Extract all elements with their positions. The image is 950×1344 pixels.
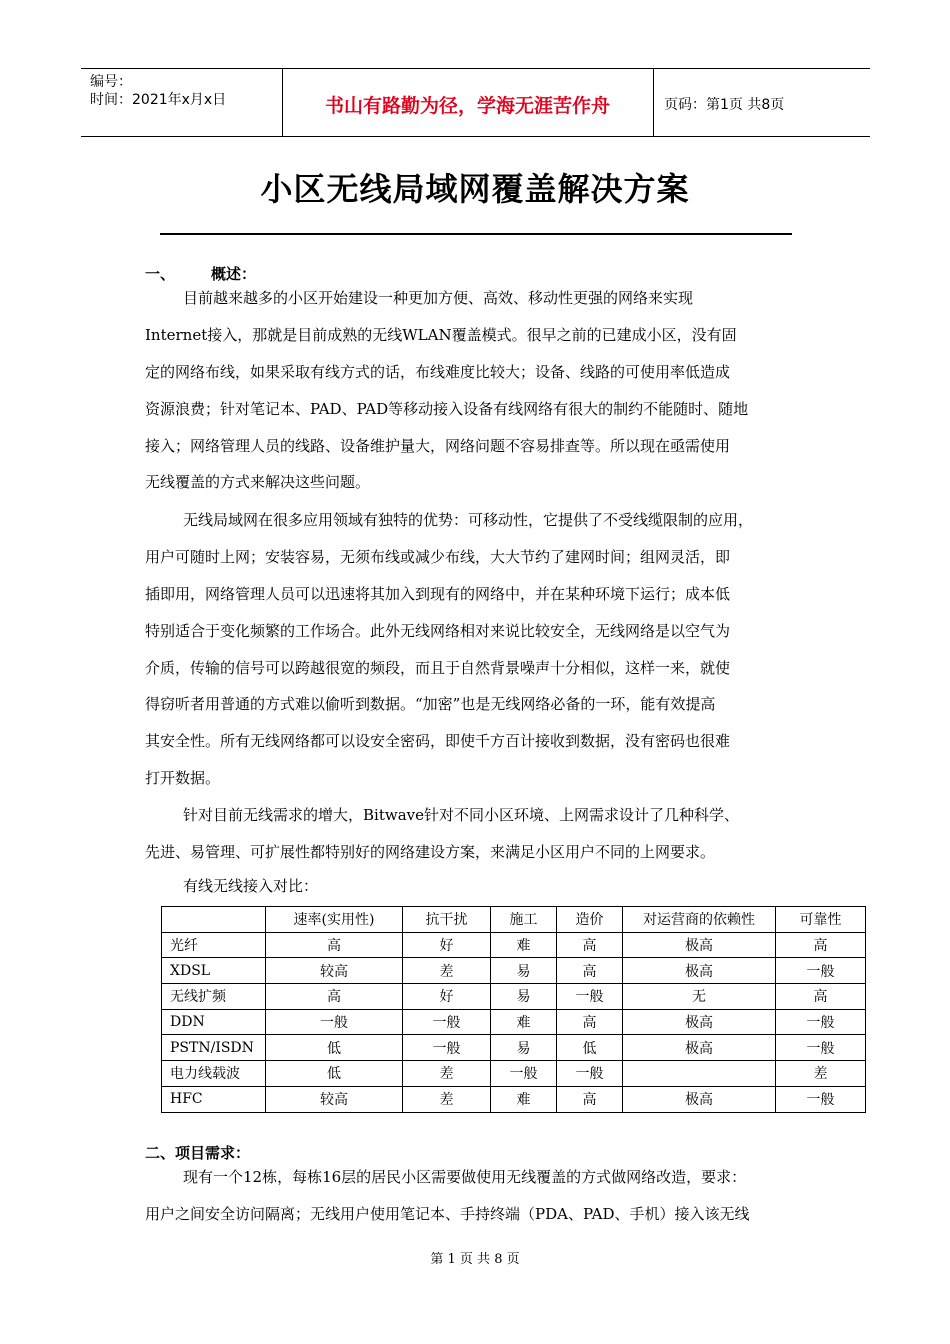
table-cell: 低: [266, 1061, 403, 1087]
table-cell: 高: [557, 932, 623, 958]
title-underline: [160, 233, 792, 235]
text-line: 资源浪费；针对笔记本、PAD、PAD等移动接入设备有线网络有很大的制约不能随时、随地: [145, 399, 749, 418]
table-cell: 高: [266, 932, 403, 958]
table-header-row: [162, 907, 866, 933]
table-cell: 一般: [266, 1009, 403, 1035]
header-meta: [90, 73, 226, 109]
table-header-cell: 对运营商的依赖性: [623, 907, 776, 933]
table-cell: 差: [776, 1061, 866, 1087]
paragraph-overview-2: [145, 502, 825, 797]
table-cell: 好: [403, 984, 491, 1010]
table-header-cell: 抗干扰: [403, 907, 491, 933]
table-cell: 无线扩频: [162, 984, 266, 1010]
table-cell: 较高: [266, 1086, 403, 1112]
table-cell: 难: [491, 1086, 557, 1112]
table-cell: 易: [491, 984, 557, 1010]
text-line: 目前越来越多的小区开始建设一种更加方便、高效、移动性更强的网络来实现: [183, 289, 694, 307]
table-row: [162, 1061, 866, 1087]
section-heading-requirements: 二、项目需求：: [145, 1144, 251, 1162]
page-footer: 第 1 页 共 8 页: [430, 1252, 520, 1267]
table-cell: 极高: [623, 1086, 776, 1112]
access-comparison-table: [161, 906, 866, 1113]
table-cell: [623, 1061, 776, 1087]
table-cell: XDSL: [162, 958, 266, 984]
table-header-cell: 速率(实用性): [266, 907, 403, 933]
table-row: [162, 1086, 866, 1112]
table-cell: 高: [776, 984, 866, 1010]
table-cell: 电力线载波: [162, 1061, 266, 1087]
table-cell: 一般: [776, 1086, 866, 1112]
section-title: 概述：: [211, 265, 257, 283]
table-cell: 光纤: [162, 932, 266, 958]
table-cell: 高: [266, 984, 403, 1010]
table-cell: 较高: [266, 958, 403, 984]
text-line: 针对目前无线需求的增大，Bitwave针对不同小区环境、上网需求设计了几种科学、: [183, 806, 739, 824]
table-row: [162, 984, 866, 1010]
text-line: 先进、易管理、可扩展性都特别好的网络建设方案，来满足小区用户不同的上网要求。: [145, 842, 716, 861]
text-line: 用户可随时上网；安装容易，无须布线或减少布线，大大节约了建网时间；组网灵活，即: [145, 547, 731, 566]
table-cell: HFC: [162, 1086, 266, 1112]
text-line: 插即用，网络管理人员可以迅速将其加入到现有的网络中，并在某种环境下运行；成本低: [145, 584, 731, 603]
header-motto: 书山有路勤为径，学海无涯苦作舟: [324, 95, 610, 117]
table-cell: 高: [776, 932, 866, 958]
text-line: 打开数据。: [145, 769, 221, 788]
table-cell: 一般: [491, 1061, 557, 1087]
table-cell: 一般: [776, 1009, 866, 1035]
header-number-label: 编号：: [90, 74, 132, 90]
table-cell: DDN: [162, 1009, 266, 1035]
table-cell: 极高: [623, 1009, 776, 1035]
header-page-info: 页码：第1页 共8页: [664, 97, 785, 113]
table-cell: 高: [557, 958, 623, 984]
paragraph-requirements: [145, 1159, 825, 1233]
table-cell: 差: [403, 1086, 491, 1112]
table-row: [162, 1009, 866, 1035]
table-header-cell: 可靠性: [776, 907, 866, 933]
table-row: [162, 932, 866, 958]
table-cell: 极高: [623, 932, 776, 958]
text-line: 其安全性。所有无线网络都可以设安全密码，即使千方百计接收到数据，没有密码也很难: [145, 732, 731, 751]
table-cell: 无: [623, 984, 776, 1010]
text-line: 特别适合于变化频繁的工作场合。此外无线网络相对来说比较安全，无线网络是以空气为: [145, 621, 731, 640]
text-line: 接入；网络管理人员的线路、设备维护量大，网络问题不容易排查等。所以现在亟需使用: [145, 436, 731, 455]
paragraph-overview-1: [145, 280, 825, 501]
text-line: 定的网络布线，如果采取有线方式的话，布线难度比较大；设备、线路的可使用率低造成: [145, 362, 731, 381]
table-cell: 好: [403, 932, 491, 958]
text-line: 现有一个12栋，每栋16层的居民小区需要做使用无线覆盖的方式做网络改造，要求：: [183, 1168, 747, 1186]
table-cell: 一般: [403, 1035, 491, 1061]
table-row: [162, 1035, 866, 1061]
header-divider: [653, 69, 654, 136]
text-line: Internet接入，那就是目前成熟的无线WLAN覆盖模式。很早之前的已建成小区，没有固: [145, 325, 737, 344]
table-row: [162, 958, 866, 984]
table-header-cell: [162, 907, 266, 933]
page-header: [81, 68, 870, 137]
text-line: 介质，传输的信号可以跨越很宽的频段，而且于自然背景噪声十分相似，这样一来，就使: [145, 658, 731, 677]
table-header-cell: 施工: [491, 907, 557, 933]
table-header-cell: 造价: [557, 907, 623, 933]
document-title: 小区无线局域网覆盖解决方案: [260, 170, 690, 208]
header-time-label: 时间：2021年x月x日: [90, 92, 227, 108]
text-line: 用户之间安全访问隔离；无线用户使用笔记本、手持终端（PDA、PAD、手机）接入该无线: [145, 1204, 750, 1223]
paragraph-overview-3: [145, 797, 825, 871]
table-cell: 难: [491, 932, 557, 958]
table-cell: 一般: [557, 984, 623, 1010]
table-cell: 低: [266, 1035, 403, 1061]
table-cell: 易: [491, 958, 557, 984]
text-line: 得窃听者用普通的方式难以偷听到数据。“加密”也是无线网络必备的一环，能有效提高: [145, 695, 716, 714]
table-cell: 高: [557, 1086, 623, 1112]
text-line: 无线局域网在很多应用领域有独特的优势：可移动性，它提供了不受线缆限制的应用，: [183, 511, 754, 529]
table-cell: 高: [557, 1009, 623, 1035]
table-cell: 差: [403, 1061, 491, 1087]
text-line: 无线覆盖的方式来解决这些问题。: [145, 473, 371, 492]
table-cell: 一般: [776, 958, 866, 984]
table-cell: 极高: [623, 958, 776, 984]
table-cell: 一般: [403, 1009, 491, 1035]
table-cell: 一般: [776, 1035, 866, 1061]
table-cell: PSTN/ISDN: [162, 1035, 266, 1061]
table-caption: 有线无线接入对比：: [183, 877, 319, 895]
table-cell: 难: [491, 1009, 557, 1035]
table-cell: 低: [557, 1035, 623, 1061]
section-number: 一、: [145, 265, 176, 283]
table-cell: 一般: [557, 1061, 623, 1087]
table-cell: 极高: [623, 1035, 776, 1061]
table-cell: 差: [403, 958, 491, 984]
table-cell: 易: [491, 1035, 557, 1061]
